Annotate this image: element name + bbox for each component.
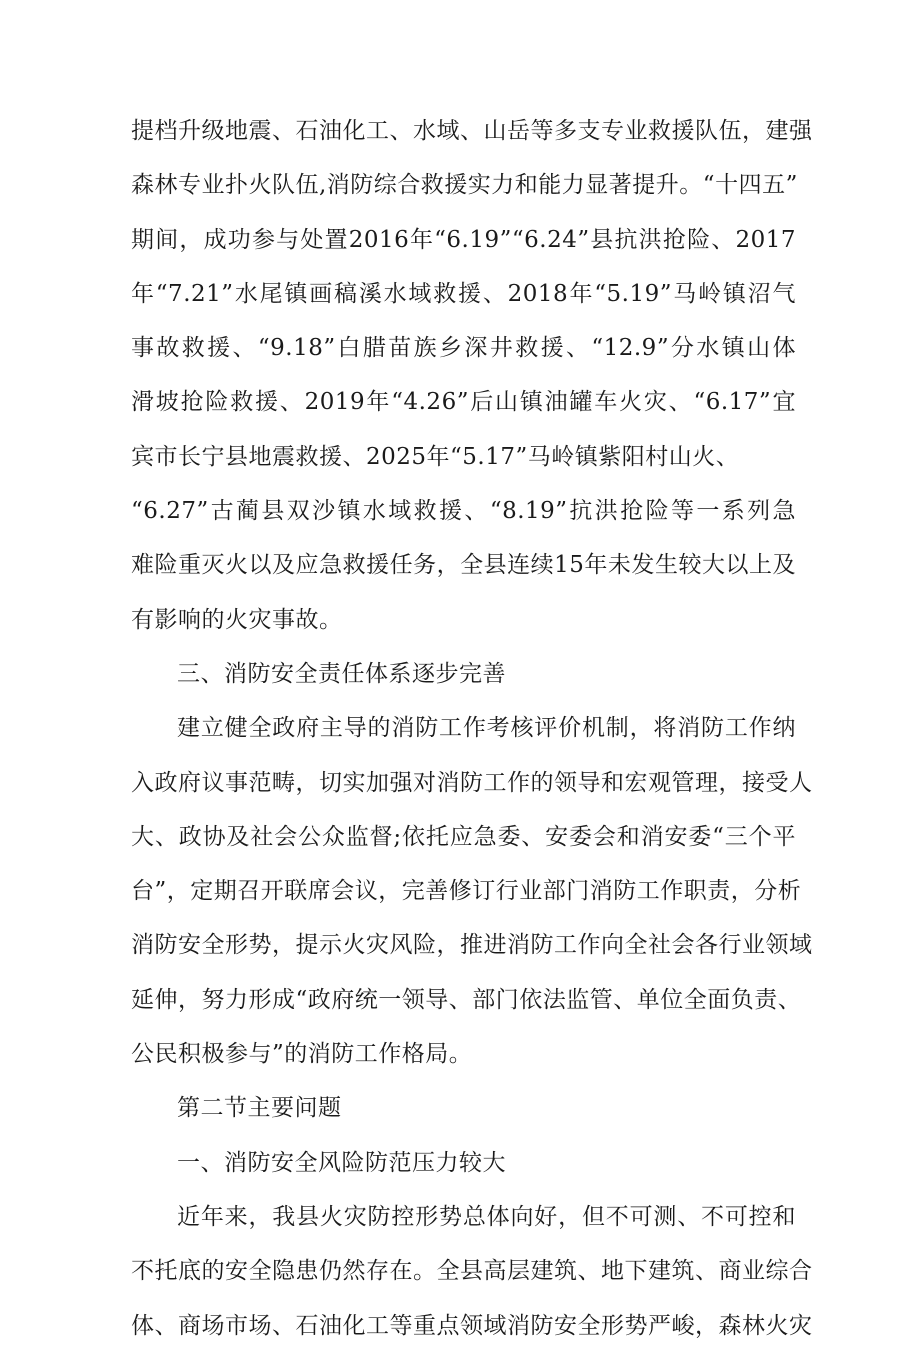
- paragraph-first-line: 近年来，我县火灾防控形势总体向好，但不可测、不可控和: [177, 1203, 796, 1230]
- text-line: 消防安全形势，提示火灾风险，推进消防工作向全社会各行业领域: [131, 932, 813, 959]
- text-line: 提档升级地震、石油化工、水域、山岳等多支专业救援队伍，建强: [131, 118, 813, 144]
- text-line: 台”，定期召开联席会议，完善修订行业部门消防工作职责，分析: [131, 878, 802, 905]
- text-line: 入政府议事范畴，切实加强对消防工作的领导和宏观管理，接受人: [131, 769, 813, 796]
- section-heading: 第二节主要问题: [177, 1095, 342, 1122]
- text-line: 森林专业扑火队伍,消防综合救援实力和能力显著提升。“十四五”: [131, 172, 798, 199]
- text-line: 延伸，努力形成“政府统一领导、部门依法监管、单位全面负责、: [131, 986, 802, 1013]
- text-line: 难险重灭火以及应急救援任务，全县连续15年未发生较大以上及: [131, 552, 796, 579]
- text-line: 期间，成功参与处置2016年“6.19”“6.24”县抗洪抢险、2017: [131, 226, 796, 253]
- paragraph-first-line: 建立健全政府主导的消防工作考核评价机制，将消防工作纳: [177, 715, 796, 742]
- text-line: 滑坡抢险救援、2019年“4.26”后山镇油罐车火灾、“6.17”宜: [131, 389, 796, 416]
- section-heading: 三、消防安全责任体系逐步完善: [177, 660, 506, 687]
- document-body: [131, 104, 813, 1353]
- text-line: 年“7.21”水尾镇画稿溪水域救援、2018年“5.19”马岭镇沼气: [131, 280, 796, 307]
- text-line: 宾市长宁县地震救援、2025年“5.17”马岭镇紫阳村山火、: [131, 443, 740, 470]
- text-line: 不托底的安全隐患仍然存在。全县高层建筑、地下建筑、商业综合: [131, 1258, 813, 1285]
- text-line: 事故救援、“9.18”白腊苗族乡深井救援、“12.9”分水镇山体: [131, 335, 796, 362]
- subsection-heading: 一、消防安全风险防范压力较大: [177, 1149, 506, 1176]
- text-line: 大、政协及社会公众监督;依托应急委、安委会和消安委“三个平: [131, 823, 796, 850]
- text-line: “6.27”古蔺县双沙镇水域救援、“8.19”抗洪抢险等一系列急: [131, 498, 796, 525]
- text-line: 公民积极参与”的消防工作格局。: [131, 1041, 473, 1068]
- text-line: 有影响的火灾事故。: [131, 606, 343, 633]
- text-line: 体、商场市场、石油化工等重点领域消防安全形势严峻，森林火灾: [131, 1312, 813, 1339]
